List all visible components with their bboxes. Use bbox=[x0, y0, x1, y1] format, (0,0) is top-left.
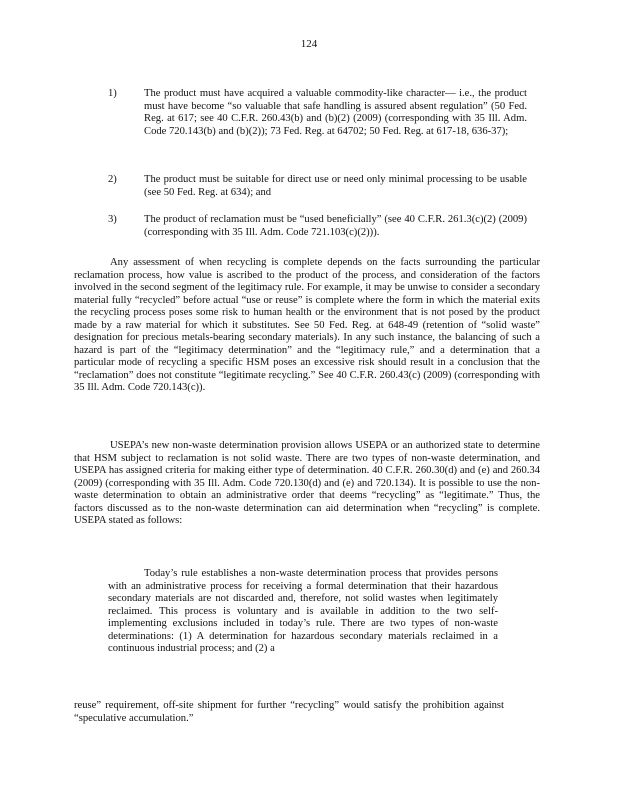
page-number: 124 bbox=[300, 38, 318, 50]
block-quote: Today’s rule establishes a non-waste determination process that provides persons with an administrative process for receiving a formal determination that their hazardous secondary materials are not discarded and, therefore, not solid wastes when legitimately reclaimed. This process is voluntary and is available in addition to the two self-implementing exclusions included in today’s rule. There are two types of non-waste determinations: (1) A determination for hazardous secondary materials reclaimed in a continuous industrial process; and (2) a bbox=[108, 568, 498, 654]
list-marker: 1) bbox=[108, 88, 117, 99]
list-item-text: The product must have acquired a valuable commodity-like character— i.e., the product must have become “so valuable that safe handling is assured absent regulation” (50 Fed. Reg. at 617; see 40 C.F.R. 260.43(b) and (b)(2) (2009) (corresponding with 35 Ill. Adm. Code 720.143(b) and (b)(2)); 73 Fed. Reg. at 64702; 50 Fed. Reg. at 617-18, 636-37); bbox=[144, 88, 527, 137]
list-marker: 3) bbox=[108, 214, 117, 225]
body-paragraph: Any assessment of when recycling is complete depends on the facts surrounding the particular reclamation process, how value is ascribed to the product of the process, and consideration of the factors involved in the second segment of the legitimacy rule. For example, it may be unwise to consider a secondary material fully “recycled” before actual “use or reuse” is complete where the form in which the material exits the recycling process poses some risk to human health or the environment that is not posed by the product made by a raw material for which it substitutes. See 50 Fed. Reg. at 648-49 (retention of “solid waste” designation for precious metals-bearing secondary materials). In any such instance, the balancing of such a hazard is part of the “legitimacy determination” and the “legitimacy rule,” and a determination that a particular mode of recycling a specific HSM poses an excessive risk should result in a conclusion that the “reclamation” does not constitute “legitimate recycling.” See 40 C.F.R. 260.43(c) (2009) (corresponding with 35 Ill. Adm. Code 720.143(c)). bbox=[74, 257, 540, 393]
list-item-text: The product must be suitable for direct use or need only minimal processing to be usable (see 50 Fed. Reg. at 634); and bbox=[144, 174, 527, 198]
list-item-text: The product of reclamation must be “used beneficially” (see 40 C.F.R. 261.3(c)(2) (2009) (corresponding with 35 Ill. Adm. Code 721.103(c)(2))). bbox=[144, 214, 527, 238]
footnote: reuse” requirement, off-site shipment for further “recycling” would satisfy the prohibition against “speculative accumulation.” bbox=[74, 700, 504, 724]
list-marker: 2) bbox=[108, 174, 117, 185]
body-paragraph: USEPA’s new non-waste determination provision allows USEPA or an authorized state to determine that HSM subject to reclamation is not solid waste. There are two types of non-waste determination, and USEPA has assigned criteria for making either type of determination. 40 C.F.R. 260.30(d) and (e) and 260.34 (2009) (corresponding with 35 Ill. Adm. Code 720.130(d) and (e) and 720.134). It is possible to use the non-waste determination to obtain an administrative order that deems “recycling” as “legitimate.” Thus, the factors discussed as to the non-waste determination can aid determination when “recycling” is complete. USEPA stated as follows: bbox=[74, 440, 540, 526]
